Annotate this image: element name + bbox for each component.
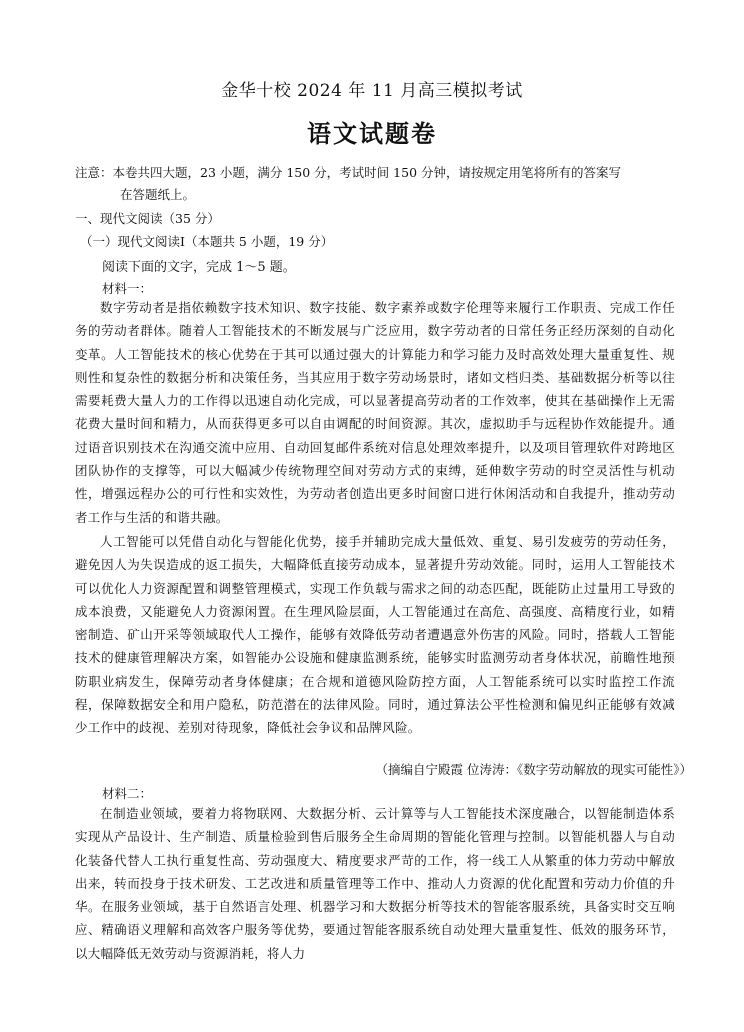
material-1-paragraph-2: 人工智能可以凭借自动化与智能化优势，接手并辅助完成大量低效、重复、易引发疲劳的劳动任务，避免因人为失误造成的返工损失，大幅降低直接劳动成本，显著提升劳动效能。同时，运用人工智能技术可以优化人力资源配置和调整管理模式，实现工作负载与需求之间的动态匹配，既能防止过量用工导致的成本浪费，又能避免人力资源闲置。在生理风险层面，人工智能通过在高危、高强度、高精度行业，如精密制造、矿山开采等领域取代人工操作，能够有效降低劳动者遭遇意外伤害的风险。同时，搭载人工智能技术的健康管理解决方案，如智能办公设施和健康监测系统，能够实时监测劳动者身体状况，前瞻性地预防职业病发生，保障劳动者身体健康；在合规和道德风险防控方面，人工智能系统可以实时监控工作流程，保障数据安全和用户隐私，防范潜在的法律风险。同时，通过算法公平性检测和偏见纠正能够有效减少工作中的歧视、差别对待现象，降低社会争议和品牌风险。 <box>75 534 675 736</box>
material-1-paragraph-1: 数字劳动者是指依赖数字技术知识、数字技能、数字素养或数字伦理等来履行工作职责、完成工作任务的劳动者群体。随着人工智能技术的不断发展与广泛应用，数字劳动者的日常任务正经历深刻的自动化变革。人工智能技术的核心优势在于其可以通过强大的计算能力和学习能力及时高效处理大量重复性、规则性和复杂性的数据分析和决策任务，当其应用于数字劳动场景时，诸如文档归类、基础数据分析等以往需要耗费大量人力的工作得以迅速自动化完成，可以显著提高劳动者的工作效率，使其在基础操作上无需花费大量时间和精力，从而获得更多可以自由调配的时间资源。其次，虚拟助手与远程协作效能提升。通过语音识别技术在沟通交流中应用、自动回复邮件系统对信息处理效率提升，以及项目管理软件对跨地区团队协作的支撑等，可以大幅减少传统物理空间对劳动方式的束缚，延伸数字劳动的时空灵活性与机动性，增强远程办公的可行性和实效性，为劳动者创造出更多时间窗口进行休闲活动和自我提升，推动劳动者工作与生活的和谐共融。 <box>75 300 675 525</box>
material-2-paragraph-1: 在制造业领域，要着力将物联网、大数据分析、云计算等与人工智能技术深度融合，以智能制造体系实现从产品设计、生产制造、质量检验到售后服务全生命周期的智能化管理与控制。以智能机器人与自动化装备代替人工执行重复性高、劳动强度大、精度要求严苛的工作，将一线工人从繁重的体力劳动中解放出来，转而投身于技术研发、工艺改进和质量管理等工作中、推动人力资源的优化配置和劳动力价值的升华。在服务业领域，基于自然语言处理、机器学习和大数据分析等技术的智能客服系统，具备实时交互响应、精确语义理解和高效客户服务等优势，要通过智能客服系统自动处理大量重复性、低效的服务环节，以大幅降低无效劳动与资源消耗，将人力 <box>75 806 675 961</box>
notice <box>75 162 675 206</box>
material-1-source: （摘编自宁殿霞 位涛涛：《数字劳动解放的现实可能性》） <box>375 762 692 777</box>
notice-line-1: 注意：本卷共四大题，23 小题，满分 150 分，考试时间 150 分钟，请按规定用笔将所有的答案写 <box>75 165 621 180</box>
paper-title: 语文试题卷 <box>307 119 437 148</box>
subsection-heading: （一）现代文阅读Ⅰ（本题共 5 小题，19 分） <box>80 234 334 249</box>
material-2-label: 材料二： <box>102 786 153 801</box>
exam-title: 金华十校 2024 年 11 月高三模拟考试 <box>221 81 523 101</box>
section-heading: 一、现代文阅读（35 分） <box>75 211 220 226</box>
material-1-label: 材料一： <box>102 281 153 296</box>
notice-line-2: 在答题纸上。 <box>120 187 196 202</box>
reading-instruction: 阅读下面的文字，完成 1～5 题。 <box>102 260 296 275</box>
